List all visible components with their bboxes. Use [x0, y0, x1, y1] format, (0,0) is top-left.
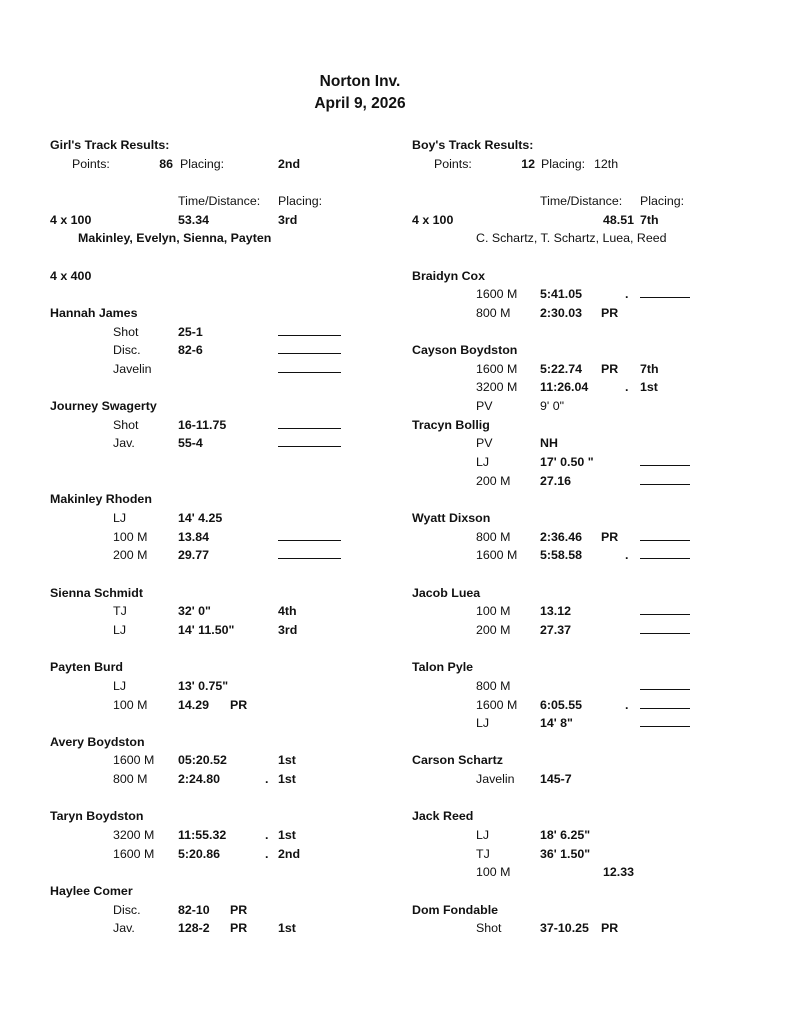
event-name: 800 M [476, 678, 511, 693]
result-row [0, 360, 659, 378]
mark-value: 13.12 [540, 604, 572, 619]
event-name: LJ [113, 622, 127, 637]
mark-value: 36' 1.50" [540, 846, 591, 861]
mark-dot: . [625, 548, 629, 563]
section-heading [0, 733, 395, 751]
section-heading [0, 416, 490, 434]
placing-label: Placing: [541, 156, 586, 171]
mark-value: 13.84 [178, 529, 210, 544]
event-name: LJ [113, 678, 127, 693]
pr-badge: PR [601, 529, 619, 544]
result-row [0, 863, 634, 881]
info-row [0, 155, 619, 173]
event-name: Javelin [476, 772, 515, 787]
placing-blank-line [640, 621, 690, 634]
event-name: LJ [476, 828, 490, 843]
mark-value: 14.29 [178, 697, 210, 712]
place-value: 1st [640, 380, 658, 395]
result-row [0, 397, 564, 415]
athlete-name: Payten Burd [50, 660, 123, 675]
result-row [0, 845, 591, 863]
athlete-name: 4 x 100 [50, 212, 92, 227]
event-name: 1600 M [476, 287, 518, 302]
event-name: 800 M [476, 529, 511, 544]
mark-value: 37-10.25 [540, 921, 589, 936]
placing-label: Placing: [180, 156, 225, 171]
event-name: LJ [113, 511, 127, 525]
athlete-name: Dom Fondable [412, 902, 499, 917]
event-name: PV [476, 399, 493, 414]
athlete-name: Cayson Boydston [412, 343, 518, 358]
result-row [0, 621, 572, 639]
athlete-name: Journey Swagerty [50, 399, 157, 414]
result-row [0, 304, 619, 322]
meet-date: April 9, 2026 [314, 95, 406, 112]
placing-blank-line [640, 696, 690, 709]
section-heading [0, 341, 518, 359]
result-row [0, 434, 558, 452]
mark-value: 29.77 [178, 548, 210, 563]
event-name: 3200 M [113, 828, 155, 843]
event-name: Shot [113, 417, 139, 432]
mark-value: 27.37 [540, 622, 572, 637]
pr-badge: PR [230, 902, 248, 917]
section-heading [0, 658, 474, 676]
relay-members: C. Schartz, T. Schartz, Luea, Reed [476, 231, 667, 246]
event-name: Jav. [113, 921, 135, 936]
mark-dot: . [625, 287, 629, 302]
points-value: 86 [159, 156, 173, 171]
event-name: PV [476, 436, 493, 451]
event-name: 1600 M [476, 361, 518, 376]
event-name: 100 M [476, 865, 511, 880]
athlete-name: Tracyn Bollig [412, 417, 490, 432]
mark-value: 32' 0" [178, 604, 211, 619]
result-row [0, 714, 573, 732]
points-label: Points: [72, 156, 110, 171]
meet-title: Norton Inv. [319, 73, 401, 90]
section-heading [0, 267, 485, 285]
mark-value: 5:20.86 [178, 846, 221, 861]
place-value: 3rd [278, 622, 298, 637]
section-heading [0, 490, 395, 508]
mark-dot: . [625, 380, 629, 395]
athlete-name: Haylee Comer [50, 884, 133, 898]
mark-dot: . [265, 772, 269, 787]
mark-value: 2:24.80 [178, 772, 221, 787]
mark-value: 14' 4.25 [178, 511, 223, 525]
athlete-name: Boy's Track Results: [412, 138, 534, 152]
result-row [0, 770, 572, 788]
mark-value: 14' 11.50" [178, 622, 235, 637]
athlete-name: Talon Pyle [412, 660, 474, 675]
pr-badge: PR [230, 921, 248, 936]
event-name: Shot [113, 324, 139, 339]
athlete-name: Taryn Boydston [50, 809, 144, 824]
section-heading [0, 509, 491, 527]
event-name: 800 M [476, 305, 511, 320]
event-name: LJ [476, 716, 490, 731]
result-row [0, 453, 594, 471]
mark-value: 17' 0.50 " [540, 455, 594, 470]
mark-value: 05:20.52 [178, 753, 227, 768]
event-name: TJ [113, 604, 127, 619]
placing-blank-line [640, 602, 690, 615]
event-name: 1600 M [476, 548, 518, 563]
mark-value: 2:30.03 [540, 305, 583, 320]
result-row [0, 378, 658, 396]
mark-value: 14' 8" [540, 716, 573, 731]
athlete-name: Avery Boydston [50, 734, 145, 749]
mark-value: 6:05.55 [540, 697, 583, 712]
section-heading [0, 211, 659, 229]
event-name: 800 M [113, 772, 148, 787]
mark-value: 48.51 [602, 212, 634, 227]
result-row [0, 546, 629, 564]
mark-value: 82-6 [178, 343, 203, 358]
placing-header: Placing: [640, 193, 685, 208]
mark-value: 82-10 [178, 902, 210, 917]
event-name: LJ [476, 455, 490, 470]
event-name: 200 M [476, 622, 511, 637]
athlete-name: Girl's Track Results: [50, 138, 170, 152]
placing-blank-line [640, 714, 690, 727]
athlete-name: Carson Schartz [412, 753, 503, 768]
section-heading [0, 901, 499, 919]
event-name: 100 M [113, 697, 148, 712]
athlete-name: Makinley Rhoden [50, 492, 152, 507]
info-row [0, 192, 685, 210]
place-value: 4th [278, 604, 297, 619]
place-value: 1st [278, 772, 296, 787]
athlete-name: Jacob Luea [412, 585, 481, 600]
mark-value: NH [540, 436, 558, 451]
event-name: Disc. [113, 343, 141, 358]
result-row [0, 285, 629, 303]
place-value: 3rd [278, 212, 298, 227]
event-name: 100 M [113, 529, 148, 544]
place-value: 7th [640, 361, 659, 376]
athlete-name: 4 x 400 [50, 268, 92, 283]
event-name: TJ [476, 846, 490, 861]
pr-badge: PR [230, 697, 248, 712]
event-name: 1600 M [113, 753, 155, 768]
placing-blank-line [640, 528, 690, 541]
result-row [0, 323, 395, 341]
mark-value: 25-1 [178, 324, 203, 339]
pr-badge: PR [601, 921, 619, 936]
event-name: 1600 M [476, 697, 518, 712]
result-row [0, 696, 629, 714]
place-value: 1st [278, 828, 296, 843]
mark-value: 2:36.46 [540, 529, 583, 544]
place-value: 1st [278, 921, 296, 936]
placing-blank-line [278, 323, 341, 336]
mark-value: 53.34 [178, 212, 210, 227]
placing-blank-line [640, 453, 690, 466]
result-row [0, 472, 572, 490]
section-heading [0, 751, 503, 769]
placing-blank-line [640, 546, 690, 559]
result-row [0, 602, 572, 620]
athlete-name: Wyatt Dixson [412, 511, 491, 525]
section-heading [0, 807, 474, 825]
place-value: 2nd [278, 846, 301, 861]
event-name: Disc. [113, 902, 141, 917]
placing-blank-line [640, 285, 690, 298]
info-row [0, 229, 667, 247]
event-name: 200 M [113, 548, 148, 563]
event-name: Javelin [113, 361, 152, 376]
mark-value: 5:22.74 [540, 361, 583, 376]
athlete-name: 4 x 100 [412, 212, 454, 227]
mark-dot: . [625, 697, 629, 712]
mark-value: 16-11.75 [178, 417, 227, 432]
points-value: 12 [521, 156, 535, 171]
pr-badge: PR [601, 305, 619, 320]
mark-value: 11:26.04 [540, 380, 589, 395]
team-placing: 2nd [278, 156, 301, 171]
event-name: 200 M [476, 473, 511, 488]
result-row [0, 528, 619, 546]
place-value: 1st [278, 753, 296, 768]
time-distance-header: Time/Distance: [178, 193, 261, 208]
relay-members: Makinley, Evelyn, Sienna, Payten [78, 231, 272, 246]
mark-value: 18' 6.25" [540, 828, 591, 843]
team-placing: 12th [594, 156, 619, 171]
mark-value: 55-4 [178, 436, 203, 451]
mark-dot: . [265, 828, 269, 843]
mark-value: 27.16 [540, 473, 572, 488]
event-name: Shot [476, 921, 502, 936]
section-heading [0, 882, 395, 900]
event-name: Jav. [113, 436, 135, 451]
placing-header: Placing: [278, 193, 323, 208]
mark-value: 145-7 [540, 772, 572, 787]
athlete-name: Sienna Schmidt [50, 585, 143, 600]
result-row [0, 677, 511, 695]
points-label: Points: [434, 156, 472, 171]
section-heading [0, 136, 534, 154]
mark-value: 5:41.05 [540, 287, 583, 302]
place-value: 7th [640, 212, 659, 227]
athlete-name: Hannah James [50, 305, 138, 320]
pr-badge: PR [601, 361, 619, 376]
mark-value: 12.33 [602, 865, 634, 880]
mark-value: 5:58.58 [540, 548, 583, 563]
event-name: 1600 M [113, 846, 155, 861]
athlete-name: Jack Reed [412, 809, 474, 824]
placing-blank-line [640, 472, 690, 485]
result-row [0, 826, 591, 844]
athlete-name: Braidyn Cox [412, 268, 485, 283]
result-row [0, 919, 619, 937]
event-name: 100 M [476, 604, 511, 619]
mark-value: 11:55.32 [178, 828, 227, 843]
mark-dot: . [265, 846, 269, 861]
mark-value: 128-2 [178, 921, 210, 936]
event-name: 3200 M [476, 380, 518, 395]
section-heading [0, 584, 481, 602]
placing-blank-line [640, 677, 690, 690]
mark-value: 9' 0" [540, 399, 564, 414]
time-distance-header: Time/Distance: [540, 193, 623, 208]
mark-value: 13' 0.75" [178, 678, 229, 693]
